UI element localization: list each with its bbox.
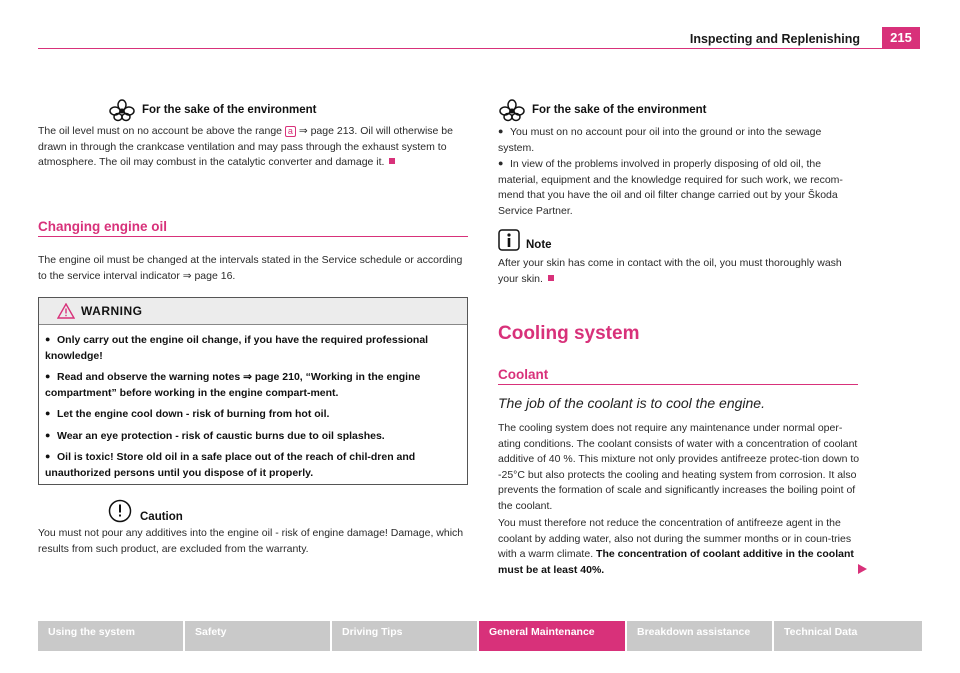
warning-header <box>39 298 467 325</box>
warning-item-text: Let the engine cool down - risk of burning from hot oil. <box>57 408 330 420</box>
env-heading-left-label: For the sake of the environment <box>142 104 317 116</box>
coolant-paragraph-1: The cooling system does not require any maintenance under normal oper-ating conditions. The coolant consists of water with a concentration of coolant additive of 40 %. This mixture not only provides antifreeze protec-tion down to -25°C but also protects the cooling and heating system from corrosion. It also prevents the formation of scale and significantly increases the boiling point of the coolant. <box>498 422 860 512</box>
warning-title: WARNING <box>81 304 143 318</box>
changing-oil-rule <box>38 236 468 237</box>
coolant-heading: Coolant <box>498 367 549 382</box>
env-item-right-text: In view of the problems involved in properly disposing of old oil, the material, equipment and the knowledge required for such work, we recom-mend that you have the oil and oil filter change carried out by your Škoda Service Partner. <box>498 158 843 217</box>
env-heading-left <box>108 98 316 122</box>
tab-general-maintenance[interactable]: General Maintenance <box>479 621 627 651</box>
env-text-left <box>38 124 468 171</box>
coolant-paragraph-2 <box>498 516 860 578</box>
tab-technical-data[interactable]: Technical Data <box>774 621 922 651</box>
warning-body <box>39 325 467 484</box>
warning-item-text: Read and observe the warning notes ⇒ page 210, “Working in the engine compartment” before working in the engine compart-ment. <box>45 371 421 399</box>
env-item-right: ● In view of the problems involved in properly disposing of old oil, the material, equipment and the knowledge required for such work, we recom-mend that you have the oil and oil filter change carried out by your Škoda Service Partner. <box>498 158 843 217</box>
env-heading-right <box>498 98 706 122</box>
header-rule <box>38 48 882 49</box>
continue-arrow-icon <box>856 563 868 575</box>
end-marker-icon <box>548 275 554 281</box>
env-item-right: ● You must on no account pour oil into the ground or into the sewage system. <box>498 126 822 154</box>
caution-heading <box>108 499 183 523</box>
note-text <box>498 256 860 287</box>
tab-driving-tips[interactable]: Driving Tips <box>332 621 479 651</box>
end-marker-icon <box>389 158 395 164</box>
changing-oil-text: The engine oil must be changed at the intervals stated in the Service schedule or according to the service interval indicator ⇒ page 16. <box>38 254 463 282</box>
env-text-left-a: The oil level must on no account be above the range <box>38 125 282 137</box>
warning-triangle-icon <box>57 303 75 319</box>
environment-flower-icon <box>108 98 136 122</box>
env-item-right-text: You must on no account pour oil into the ground or into the sewage system. <box>498 126 822 154</box>
env-text-left-b: ⇒ page 213. Oil will otherwise be drawn in through the crankcase ventilation and may pass through the exhaust system to atmosphere. The oil may combust in the catalytic converter and damage it. <box>38 125 453 168</box>
coolant-lead: The job of the coolant is to cool the engine. <box>498 395 765 411</box>
note-text-body: After your skin has come in contact with the oil, you must thoroughly wash your skin. <box>498 257 842 285</box>
running-header-title: Inspecting and Replenishing <box>689 32 860 46</box>
tab-breakdown-assistance[interactable]: Breakdown assistance <box>627 621 774 651</box>
coolant-paragraph-2-text: You must therefore not reduce the concentration of antifreeze agent in the coolant by adding water, also not during the summer months or in coun-tries with a warm climate. <box>498 517 852 560</box>
warning-item: ● Wear an eye protection - risk of caustic burns due to oil splashes. <box>45 429 385 442</box>
warning-item: ● Only carry out the engine oil change, if you have the required professional knowledge! <box>45 334 429 362</box>
caution-exclamation-icon <box>108 499 132 523</box>
warning-item-text: Only carry out the engine oil change, if you have the required professional knowledge! <box>45 334 429 362</box>
changing-oil-heading: Changing engine oil <box>38 219 167 234</box>
chapter-nav <box>38 621 922 651</box>
warning-box <box>38 297 468 485</box>
env-heading-right-label: For the sake of the environment <box>532 104 707 116</box>
note-heading <box>498 229 552 251</box>
warning-item: ● Read and observe the warning notes ⇒ page 210, “Working in the engine compartment” before working in the engine compart-ment. <box>45 371 421 399</box>
note-info-icon <box>498 229 520 251</box>
note-heading-label: Note <box>526 239 552 251</box>
warning-item-text: Wear an eye protection - risk of caustic burns due to oil splashes. <box>57 429 385 442</box>
tab-using-the-system[interactable]: Using the system <box>38 621 185 651</box>
page-number: 215 <box>882 27 920 49</box>
tab-safety[interactable]: Safety <box>185 621 332 651</box>
cooling-system-heading: Cooling system <box>498 323 640 344</box>
coolant-paragraph-2-bold: The concentration of coolant additive in the coolant must be at least 40%. <box>498 548 854 576</box>
environment-flower-icon <box>498 98 526 122</box>
reference-a-icon: a <box>285 126 296 137</box>
warning-item: ● Let the engine cool down - risk of burning from hot oil. <box>45 408 330 420</box>
coolant-rule <box>498 384 858 385</box>
warning-item-text: Oil is toxic! Store old oil in a safe place out of the reach of chil-dren and unauthorized persons until you dispose of it properly. <box>45 451 416 479</box>
warning-item: ● Oil is toxic! Store old oil in a safe place out of the reach of chil-dren and unauthorized persons until you dispose of it properly. <box>45 451 416 479</box>
caution-heading-label: Caution <box>140 511 183 523</box>
caution-text: You must not pour any additives into the engine oil - risk of engine damage! Damage, which results from such product, are excluded from the warranty. <box>38 527 464 555</box>
